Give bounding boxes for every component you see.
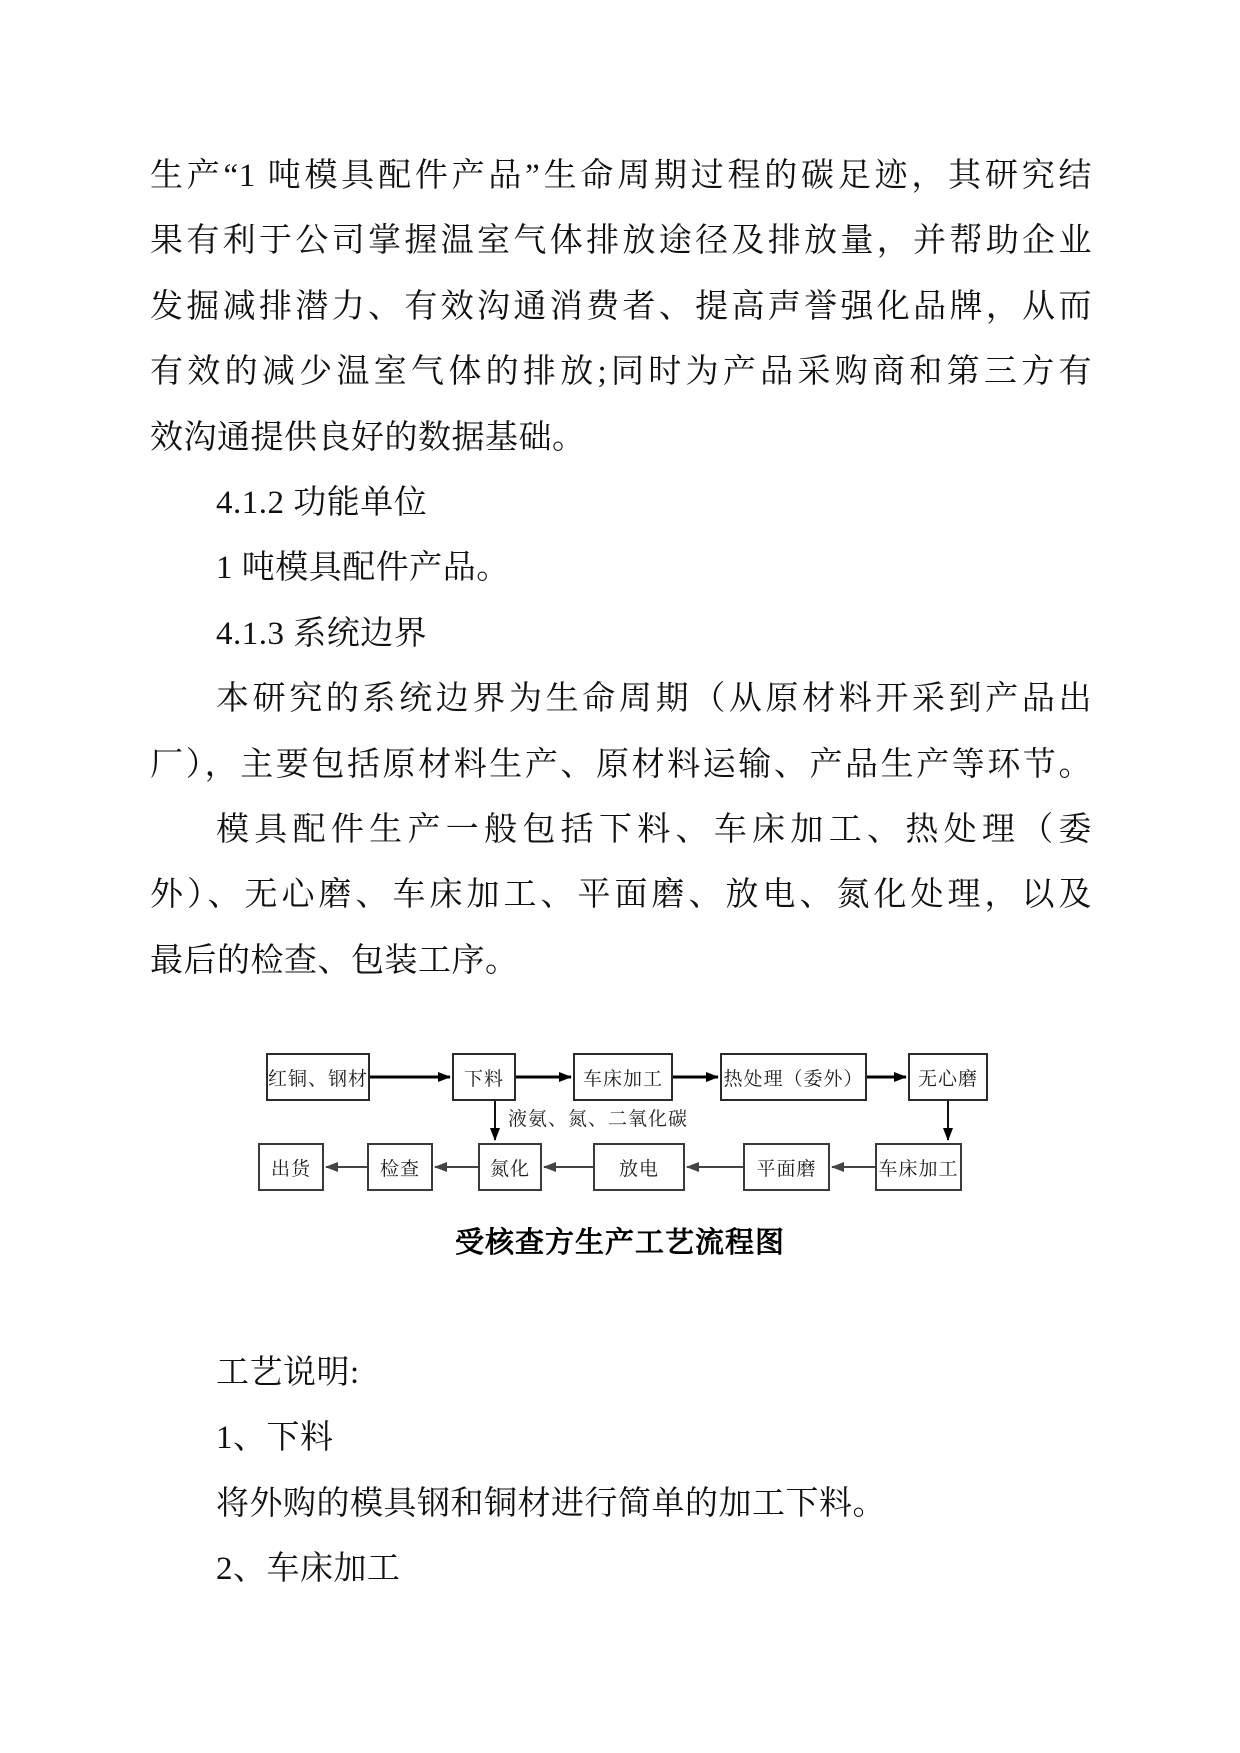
flow-box-lathe-machining-1: 车床加工 — [573, 1053, 673, 1101]
flow-box-blanking: 下料 — [452, 1053, 516, 1101]
notes-title: 工艺说明: — [216, 1355, 360, 1391]
flow-box-surface-grinding: 平面磨 — [743, 1143, 830, 1191]
body-line: 厂），主要包括原材料生产、原材料运输、产品生产等环节。 — [150, 746, 1092, 783]
flowchart-caption: 受核查方生产工艺流程图 — [454, 1227, 785, 1259]
notes-item-title: 2、车床加工 — [216, 1551, 401, 1588]
flow-box-lathe-machining-2: 车床加工 — [875, 1143, 962, 1191]
flow-box-centerless-grinding: 无心磨 — [908, 1053, 988, 1101]
body-line: 有效的减少温室气体的排放;同时为产品采购商和第三方有 — [150, 354, 1092, 391]
body-line: 发掘减排潜力、有效沟通消费者、提高声誉强化品牌，从而 — [150, 288, 1092, 325]
process-flowchart — [240, 1040, 1000, 1210]
body-line: 外）、无心磨、车床加工、平面磨、放电、氮化处理，以及 — [150, 877, 1092, 914]
body-line: 模具配件生产一般包括下料、车床加工、热处理（委 — [216, 812, 1092, 849]
body-line: 1 吨模具配件产品。 — [216, 550, 510, 587]
body-line: 最后的检查、包装工序。 — [150, 942, 519, 979]
process-notes-block — [150, 1341, 1092, 1603]
flow-box-edm: 放电 — [593, 1143, 685, 1191]
body-line: 生产“1 吨模具配件产品”生命周期过程的碳足迹，其研究结 — [150, 158, 1092, 194]
body-text-block — [150, 144, 1092, 994]
flow-box-nitriding: 氮化 — [478, 1143, 542, 1191]
flow-box-heat-treatment: 热处理（委外） — [720, 1053, 867, 1101]
body-line: 果有利于公司掌握温室气体排放途径及排放量，并帮助企业 — [150, 223, 1092, 260]
notes-item-title: 1、下料 — [216, 1420, 334, 1457]
flow-box-shipping: 出货 — [258, 1143, 324, 1191]
flow-box-inspection: 检查 — [367, 1143, 433, 1191]
body-line: 效沟通提供良好的数据基础。 — [150, 419, 586, 456]
flow-box-raw-material: 红铜、钢材 — [266, 1053, 370, 1101]
notes-item-body: 将外购的模具钢和铜材进行简单的加工下料。 — [216, 1485, 886, 1522]
section-heading-4-1-2: 4.1.2 功能单位 — [216, 485, 428, 522]
nitriding-input-label: 液氨、氮、二氧化碳 — [508, 1109, 689, 1130]
body-line: 本研究的系统边界为生命周期（从原材料开采到产品出 — [216, 681, 1092, 718]
section-heading-4-1-3: 4.1.3 系统边界 — [216, 615, 428, 652]
